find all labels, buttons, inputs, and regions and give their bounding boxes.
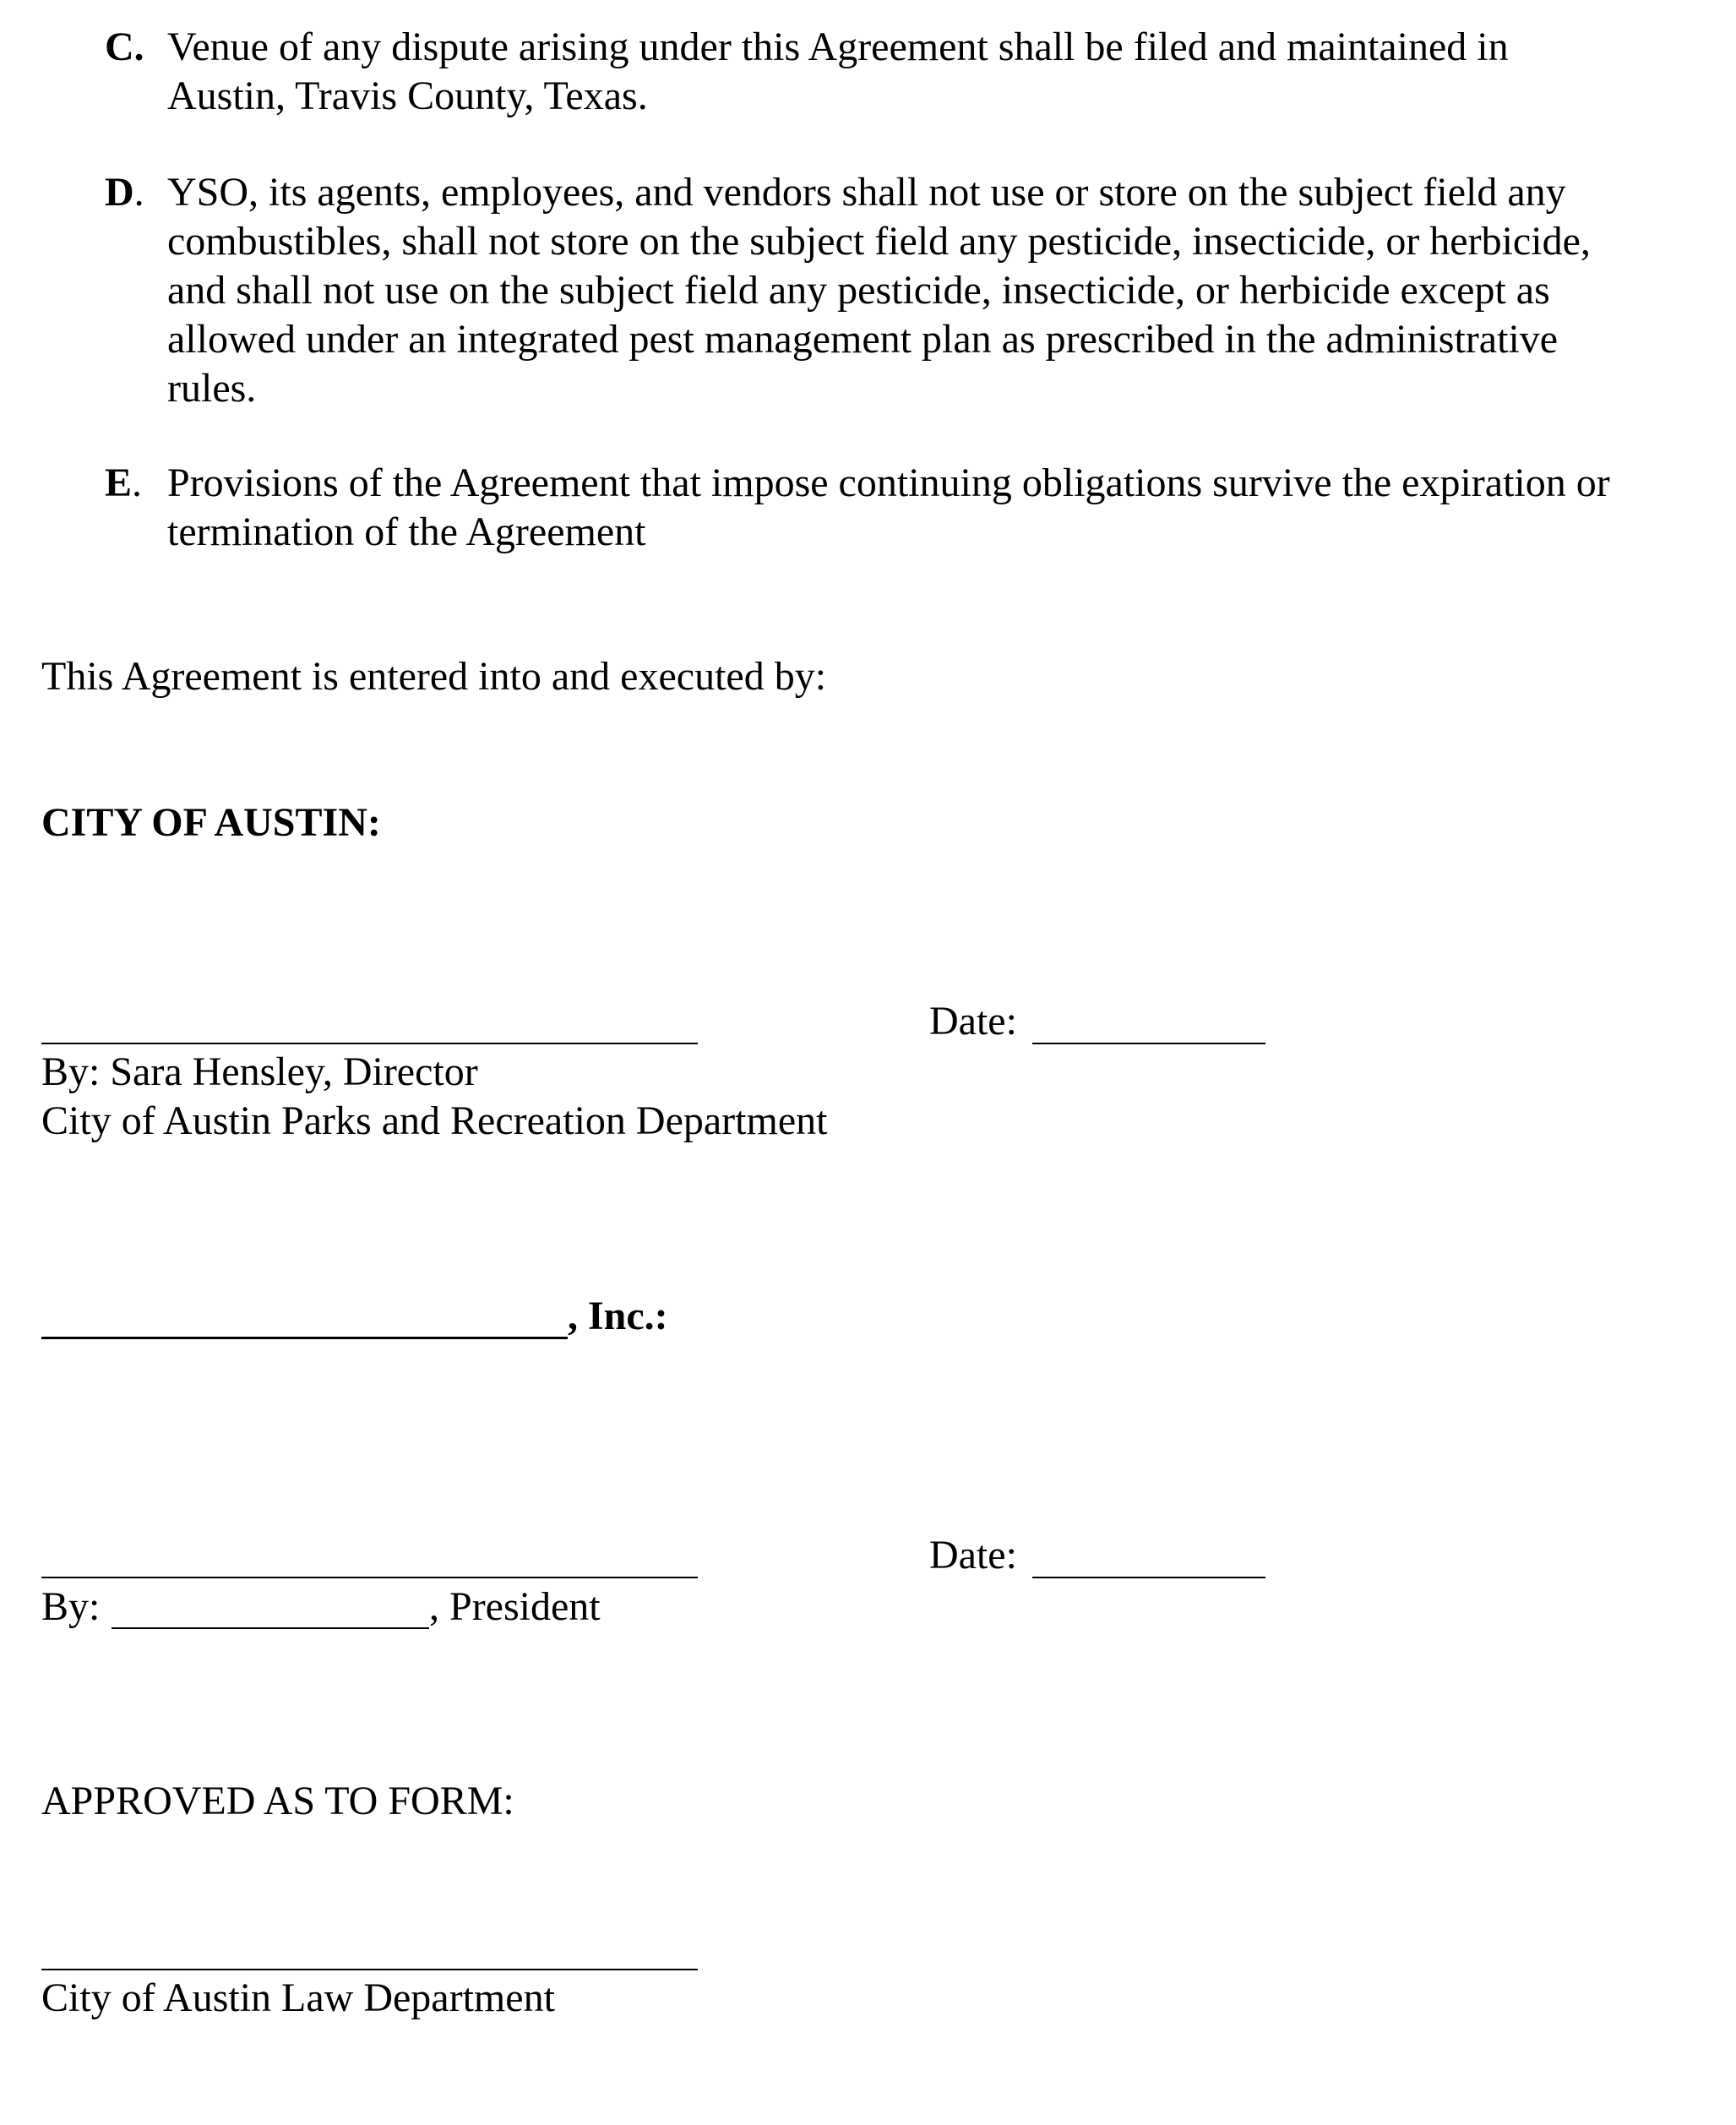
city-department: City of Austin Parks and Recreation Department: [41, 1098, 828, 1143]
org-date-line: [1032, 1577, 1265, 1578]
city-signature-line: [41, 1043, 698, 1044]
approval-heading: APPROVED AS TO FORM:: [41, 1779, 514, 1823]
city-date-line: [1032, 1043, 1265, 1044]
org-by-label: By:: [41, 1584, 101, 1629]
clause-d-letter-period: .: [133, 170, 144, 215]
law-signature-line: [41, 1969, 698, 1970]
org-title-suffix: , President: [429, 1584, 601, 1629]
org-date-label: Date:: [929, 1533, 1017, 1577]
clause-d-line-4: allowed under an integrated pest management plan as prescribed in the administrative: [167, 317, 1559, 362]
clause-d-letter: [105, 168, 144, 217]
org-heading-suffix: , Inc.:: [568, 1294, 668, 1338]
org-signer-name-line: [112, 1627, 429, 1629]
clause-d-line-2: combustibles, shall not store on the subject field any pesticide, insecticide, or herbicide,: [167, 219, 1591, 264]
clause-e-line-2: termination of the Agreement: [167, 509, 646, 554]
clause-e-line-1: Provisions of the Agreement that impose continuing obligations survive the expiration or: [167, 460, 1610, 505]
clause-e-letter-period: .: [132, 460, 143, 505]
clause-d-line-1: YSO, its agents, employees, and vendors shall not use or store on the subject field any: [167, 170, 1566, 215]
clause-e-letter-char: E: [105, 460, 133, 505]
clause-e-letter: [105, 459, 142, 508]
city-signer: By: Sara Hensley, Director: [41, 1049, 478, 1094]
clause-e-text: [167, 459, 1610, 557]
city-date-label: Date:: [929, 999, 1017, 1043]
law-department: City of Austin Law Department: [41, 1975, 555, 2020]
org-name-blank-line: [41, 1337, 568, 1339]
clause-c-line-1: Venue of any dispute arising under this Agreement shall be filed and maintained in: [167, 25, 1509, 69]
org-signature-line: [41, 1577, 698, 1578]
execution-intro: This Agreement is entered into and executed by:: [41, 654, 827, 699]
clause-c-line-2: Austin, Travis County, Texas.: [167, 74, 648, 118]
clause-c-text: [167, 23, 1509, 121]
clause-c-letter: C.: [105, 25, 144, 69]
clause-d-line-5: rules.: [167, 366, 257, 411]
clause-d-text: [167, 168, 1591, 413]
clause-d-line-3: and shall not use on the subject field any pesticide, insecticide, or herbicide except as: [167, 268, 1550, 313]
city-heading: CITY OF AUSTIN:: [41, 800, 381, 845]
clause-d-letter-char: D: [105, 170, 134, 215]
